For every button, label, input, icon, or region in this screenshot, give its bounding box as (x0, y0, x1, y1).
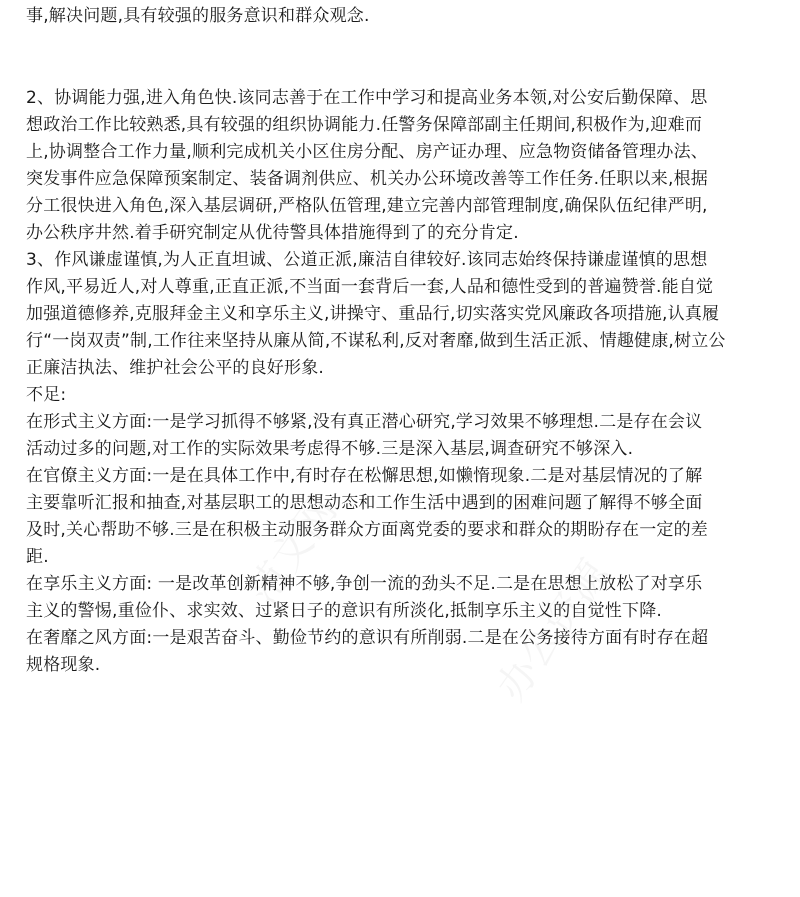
section-3-paragraph (26, 247, 778, 382)
formalism-paragraph (26, 409, 778, 463)
paragraph-line: 办公秩序井然.着手研究制定从优待警具体措施得到了的充分肯定. (26, 223, 519, 243)
watermark-right: 办公资源 (488, 551, 618, 710)
paragraph-line: 上,协调整合工作力量,顺利完成机关小区住房分配、房产证办理、应急物资储备管理办法、 (26, 142, 709, 162)
paragraph-line: 3、作风谦虚谨慎,为人正直坦诚、公道正派,廉洁自律较好.该同志始终保持谦虚谨慎的思想 (26, 250, 708, 270)
paragraph-line: 主义的警惕,重俭仆、求实效、过紧日子的意识有所淡化,抵制享乐主义的自觉性下降. (26, 601, 663, 621)
paragraph-line: 想政治工作比较熟悉,具有较强的组织协调能力.任警务保障部副主任期间,积极作为,迎难而 (26, 115, 703, 135)
paragraph-line: 分工很快进入角色,深入基层调研,严格队伍管理,建立完善内部管理制度,确保队伍纪律严明, (26, 196, 708, 216)
paragraph-gap (26, 30, 778, 85)
bureaucratism-paragraph (26, 463, 778, 571)
paragraph-line: 在奢靡之风方面:一是艰苦奋斗、勤俭节约的意识有所削弱.二是在公务接待方面有时存在超 (26, 628, 709, 648)
shortcomings-heading: 不足: (26, 385, 67, 405)
paragraph-line: 在形式主义方面:一是学习抓得不够紧,没有真正潜心研究,学习效果不够理想.二是存在会议 (26, 412, 703, 432)
section-2-paragraph (26, 85, 778, 247)
paragraph-line: 加强道德修养,克服拜金主义和享乐主义,讲操守、重品行,切实落实党风廉政各项措施,认真履 (26, 304, 720, 324)
paragraph-line: 2、协调能力强,进入角色快.该同志善于在工作中学习和提高业务本领,对公安后勤保障、思 (26, 88, 708, 108)
document-body (26, 0, 778, 679)
intro-line: 事,解决问题,具有较强的服务意识和群众观念. (26, 6, 370, 26)
paragraph-line: 正廉洁执法、维护社会公平的良好形象. (26, 358, 325, 378)
hedonism-paragraph (26, 571, 778, 625)
paragraph-line: 在享乐主义方面: 一是改革创新精神不够,争创一流的劲头不足.二是在思想上放松了对享乐 (26, 574, 703, 594)
paragraph-line: 在官僚主义方面:一是在具体工作中,有时存在松懈思想,如懒惰现象.二是对基层情况的了解 (26, 466, 703, 486)
paragraph-line: 及时,关心帮助不够.三是在积极主动服务群众方面离党委的要求和群众的期盼存在一定的差 (26, 520, 709, 540)
paragraph-line: 行“一岗双责”制,工作往来坚持从廉从简,不谋私利,反对奢靡,做到生活正派、情趣健康,树立公 (26, 331, 726, 351)
paragraph-line: 距. (26, 547, 49, 567)
paragraph-line: 突发事件应急保障预案制定、装备调剂供应、机关办公环境改善等工作任务.任职以来,根据 (26, 169, 709, 189)
extravagance-paragraph (26, 625, 778, 679)
paragraph-line: 主要靠听汇报和抽查,对基层职工的思想动态和工作生活中遇到的困难问题了解得不够全面 (26, 493, 703, 513)
paragraph-line: 作风,平易近人,对人尊重,正直正派,不当面一套背后一套,人品和德性受到的普遍赞誉.能自觉 (26, 277, 714, 297)
watermark-left: 范文网 (239, 488, 347, 613)
paragraph-line: 活动过多的问题,对工作的实际效果考虑得不够.三是深入基层,调查研究不够深入. (26, 439, 634, 459)
paragraph-line: 规格现象. (26, 655, 101, 675)
